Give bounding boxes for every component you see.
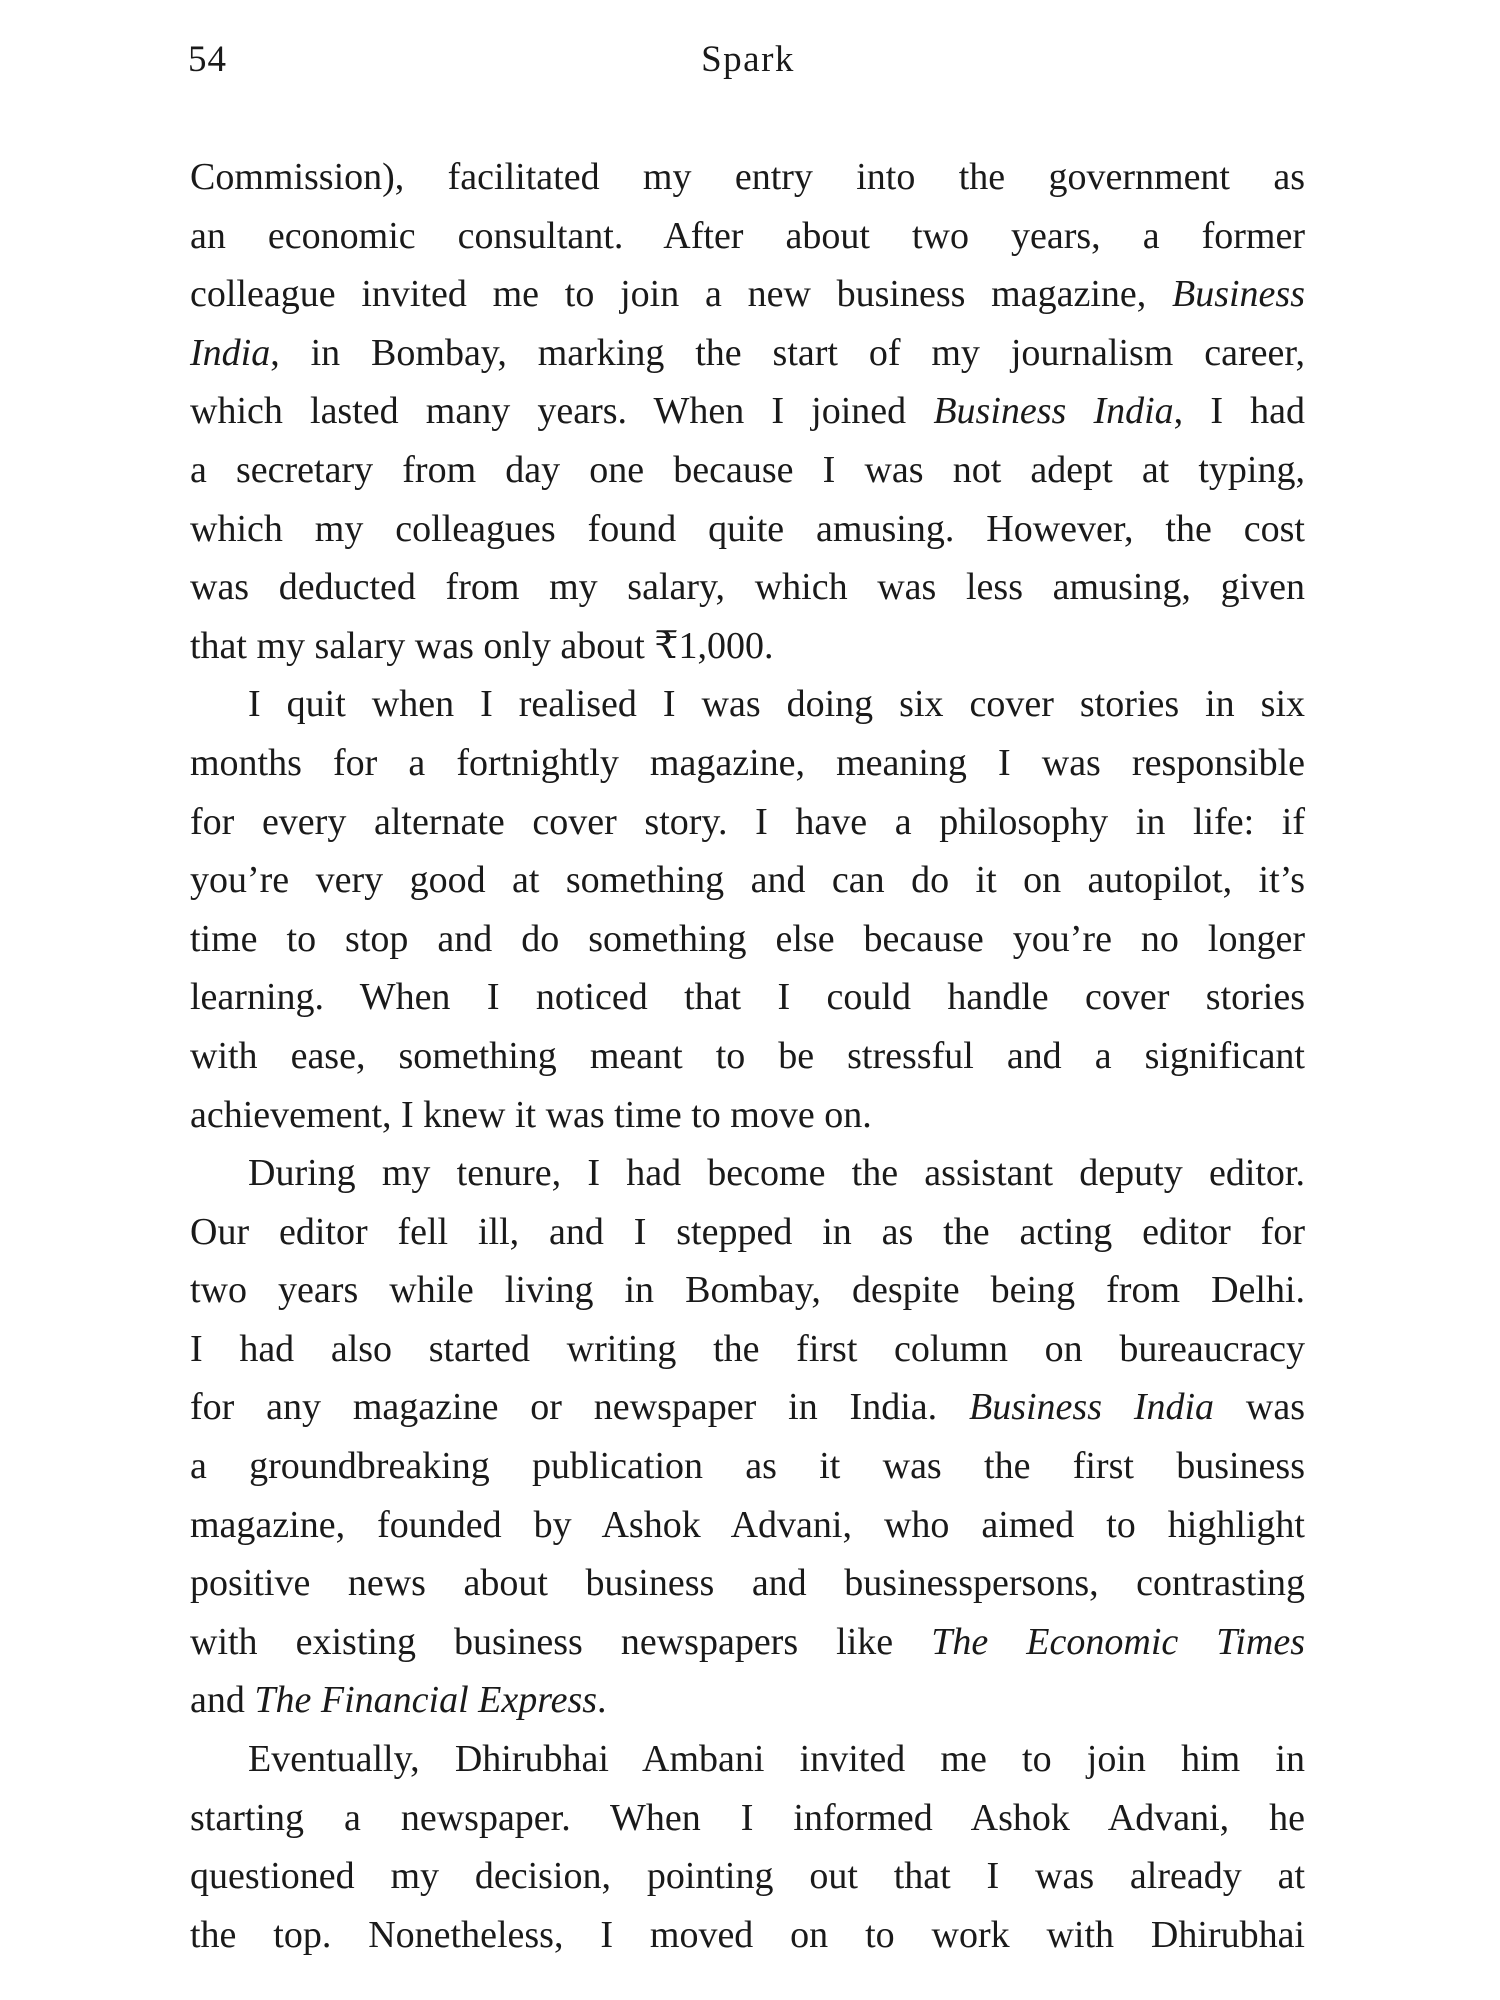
text-line: colleague invited me to join a new business magazine, Business bbox=[190, 273, 1305, 316]
text-line: time to stop and do something else because you’re no longer bbox=[190, 917, 1305, 960]
text-line: learning. When I noticed that I could handle cover stories bbox=[190, 976, 1305, 1019]
text-line: Commission), facilitated my entry into the government as bbox=[190, 156, 1305, 198]
text-line: for every alternate cover story. I have a philosophy in life: if bbox=[190, 800, 1305, 843]
text-line: with existing business newspapers like The Economic Times bbox=[190, 1620, 1305, 1663]
text-line: I had also started writing the first column on bureaucracy bbox=[190, 1327, 1305, 1370]
text-line: starting a newspaper. When I informed Ashok Advani, he bbox=[190, 1796, 1305, 1839]
italic-title: Business bbox=[1172, 273, 1305, 316]
text-line: magazine, founded by Ashok Advani, who aimed to highlight bbox=[190, 1503, 1305, 1546]
text-line: a secretary from day one because I was not adept at typing, bbox=[190, 448, 1305, 491]
body-text bbox=[190, 148, 1305, 1964]
running-title: Spark bbox=[701, 39, 795, 80]
running-head bbox=[188, 38, 1308, 94]
text-line: I quit when I realised I was doing six cover stories in six bbox=[248, 683, 1305, 726]
text-line: Our editor fell ill, and I stepped in as the acting editor for bbox=[190, 1210, 1305, 1253]
text-line: positive news about business and businesspersons, contrasting bbox=[190, 1562, 1305, 1605]
text-line: the top. Nonetheless, I moved on to work with Dhirubhai bbox=[190, 1913, 1305, 1956]
italic-title: The Economic Times bbox=[931, 1620, 1305, 1663]
text-line: a groundbreaking publication as it was the first business bbox=[190, 1445, 1305, 1488]
text-line: two years while living in Bombay, despite being from Delhi. bbox=[190, 1269, 1305, 1312]
text-line: achievement, I knew it was time to move on. bbox=[190, 1093, 872, 1136]
text-line: an economic consultant. After about two years, a former bbox=[190, 214, 1305, 257]
text-line: India, in Bombay, marking the start of my journalism career, bbox=[190, 331, 1305, 374]
text-line: that my salary was only about ₹1,000. bbox=[190, 624, 774, 667]
text-line: months for a fortnightly magazine, meaning I was responsible bbox=[190, 741, 1305, 784]
text-line: for any magazine or newspaper in India. Business India was bbox=[190, 1386, 1305, 1429]
text-line: and The Financial Express. bbox=[190, 1679, 607, 1722]
text-line: with ease, something meant to be stressful and a significant bbox=[190, 1034, 1305, 1077]
text-line: which lasted many years. When I joined Business India, I had bbox=[190, 390, 1305, 433]
text-line: questioned my decision, pointing out that I was already at bbox=[190, 1855, 1305, 1898]
italic-title: The Financial Express bbox=[254, 1679, 598, 1722]
text-line: you’re very good at something and can do it on autopilot, it’s bbox=[190, 859, 1305, 902]
text-line: During my tenure, I had become the assistant deputy editor. bbox=[248, 1152, 1305, 1195]
text-line: which my colleagues found quite amusing. However, the cost bbox=[190, 507, 1305, 550]
italic-title: Business India bbox=[968, 1386, 1215, 1429]
text-line: Eventually, Dhirubhai Ambani invited me to join him in bbox=[248, 1738, 1305, 1781]
page-number: 54 bbox=[188, 39, 227, 80]
italic-title: India bbox=[190, 331, 271, 374]
text-line: was deducted from my salary, which was less amusing, given bbox=[190, 566, 1305, 609]
italic-title: Business India bbox=[933, 390, 1174, 433]
